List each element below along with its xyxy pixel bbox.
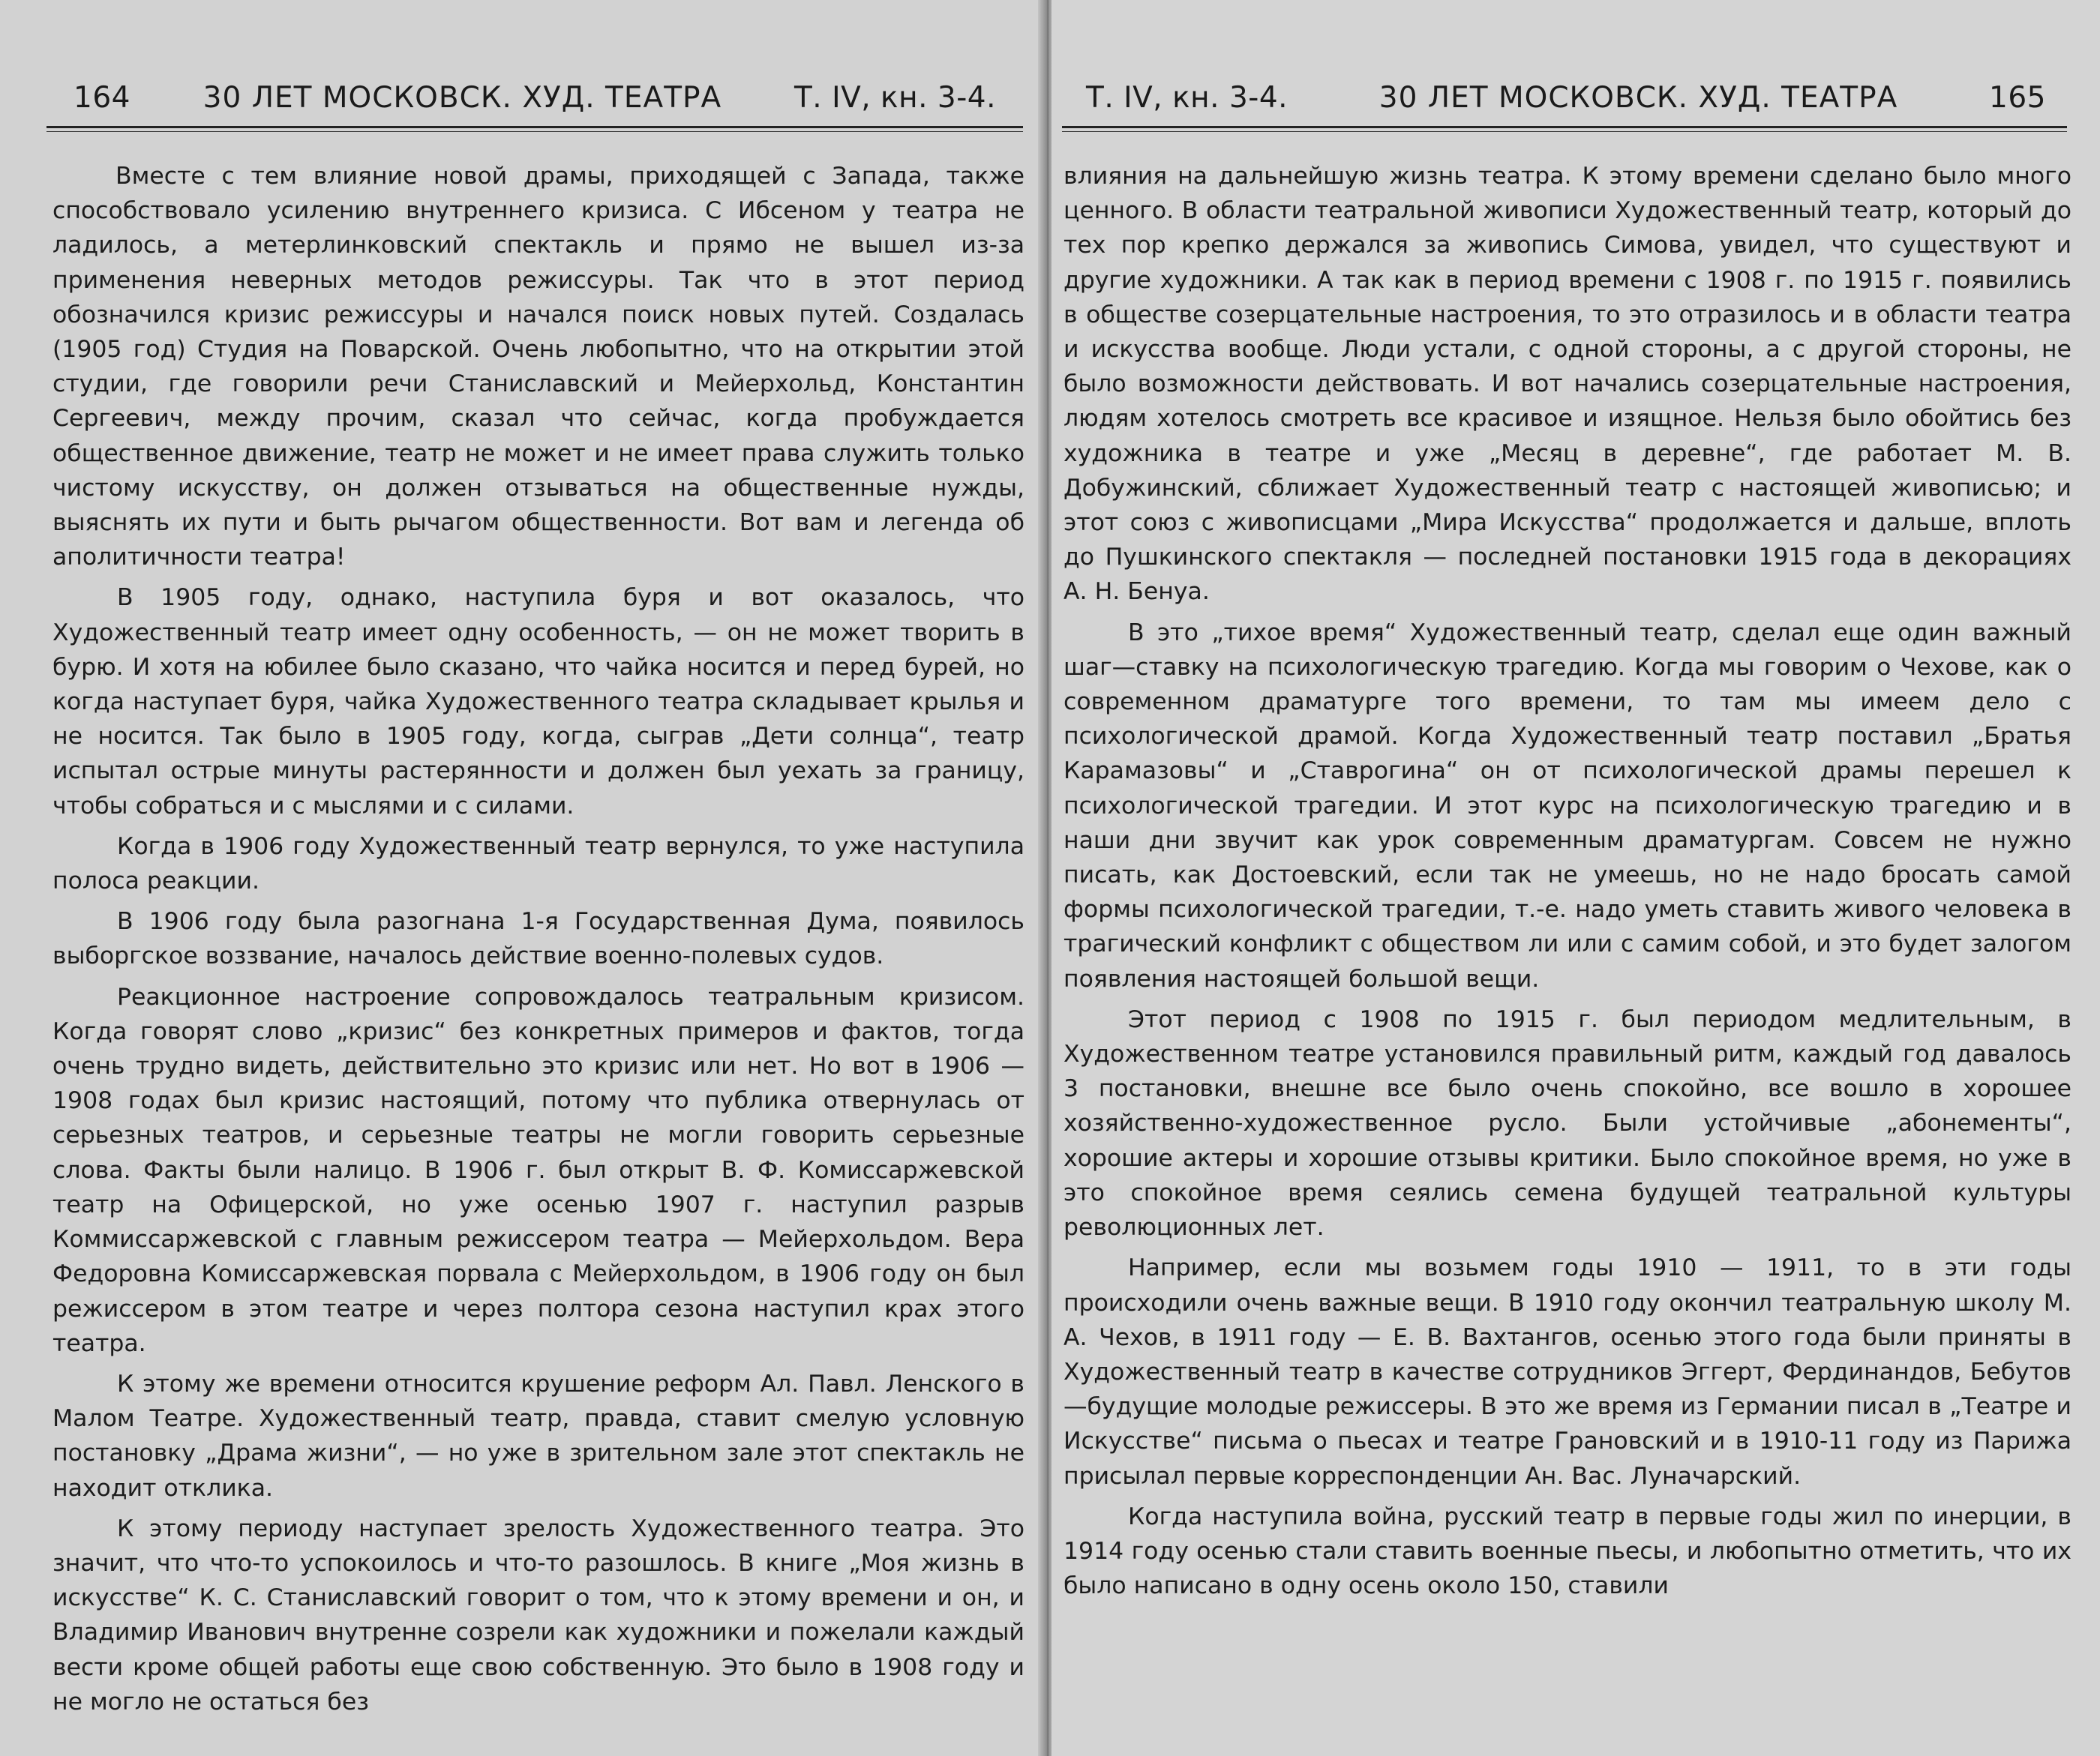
- left-running-head: [74, 81, 996, 120]
- right-running-title: 30 ЛЕТ МОСКОВСК. ХУД. ТЕАТРА: [1378, 81, 1898, 115]
- right-page: [1052, 0, 2100, 1756]
- right-volume: Т. IV, кн. 3-4.: [1086, 81, 1288, 115]
- left-paragraph: Реакционное настроение сопровождалось театральным кризисом. Когда говорят слово „кризис“ без конкретных примеров и фактов, тогда очень трудно видеть, действительно это кризис или нет. Но вот в 1906 — 1908 годах был кризис настоящий, потому что публика отвернулась от серьезных театров, и серьезные театры не могли говорить серьезные слова. Факты были налицо. В 1906 г. был открыт В. Ф. Комиссаржевской театр на Офицерской, но уже осенью 1907 г. наступил разрыв Коммиссаржевской с главным режиссером театра — Мейерхольдом. Вера Федоровна Комиссаржевская порвала с Мейерхольдом, в 1906 году он был режиссером в этом театре и через полтора сезона наступил крах этого театра.: [52, 983, 1024, 1357]
- left-paragraph: Когда в 1906 году Художественный театр вернулся, то уже наступила полоса реакции.: [52, 832, 1024, 895]
- left-paragraph: В 1905 году, однако, наступила буря и вот оказалось, что Художественный театр имеет одну особенность, — он не может творить в бурю. И хотя на юбилее было сказано, что чайка носится и перед бурей, но когда наступает буря, чайка Художественного театра складывает крылья и не носится. Так было в 1905 году, когда, сыграв „Дети солнца“, театр испытал острые минуты растерянности и должен был уехать за границу, чтобы собраться и с мыслями и с силами.: [52, 584, 1024, 820]
- right-page-number: 165: [1989, 81, 2046, 115]
- right-paragraph: В это „тихое время“ Художественный театр, сделал еще один важный шаг—ставку на психологическую трагедию. Когда мы говорим о Чехове, как о современном драматурге того времени, то там мы имеем дело с психологической драмой. Когда Художественный театр поставил „Братья Карамазовы“ и „Ставрогина“ он от психологической драмы перешел к психологической трагедии. И этот курс на психологическую трагедию и в наши дни звучит как урок современным драматургам. Совсем не нужно писать, как Достоевский, если так не умеешь, но не надо бросать самой формы психологической трагедии, т.-е. надо уметь ставить живого человека в трагический конфликт с обществом ли или с самим собой, и это будет залогом появления настоящей большой вещи.: [1064, 619, 2072, 993]
- left-paragraph: В 1906 году была разогнана 1-я Государственная Дума, появилось выборгское воззвание, началось действие военно-полевых судов.: [52, 908, 1024, 970]
- left-body-text: [52, 159, 1024, 1725]
- right-paragraph: Когда наступила война, русский театр в первые годы жил по инерции, в 1914 году осенью стали ставить военные пьесы, и любопытно отметить, что их было написано в одну осень около 150, ставили: [1064, 1503, 2072, 1600]
- left-paragraph: Вместе с тем влияние новой драмы, приходящей с Запада, также способствовало усилению внутреннего кризиса. С Ибсеном у театра не ладилось, а метерлинковский спектакль и прямо не вышел из-за применения неверных методов режиссуры. Так что в этот период обозначился кризис режиссуры и начался поиск новых путей. Создалась (1905 год) Студия на Поварской. Очень любопытно, что на открытии этой студии, где говорили речи Станиславский и Мейерхольд, Константин Сергеевич, между прочим, сказал что сейчас, когда пробуждается общественное движение, театр не может и не имеет права служить только чистому искусству, он должен отзываться на общественные нужды, выяснять их пути и быть рычагом общественности. Вот вам и легенда об аполитичности театра!: [52, 163, 1024, 571]
- right-paragraph: Например, если мы возьмем годы 1910 — 1911, то в эти годы происходили очень важные вещи. В 1910 году окончил театральную школу М. А. Чехов, в 1911 году — Е. В. Вахтангов, осенью этого года были приняты в Художественный театр в качестве сотрудников Эггерт, Фердинандов, Бебутов—будущие молодые режиссеры. В это же время из Германии писал в „Театре и Искусстве“ письма о пьесах и театре Грановский и в 1910-11 году из Парижа присылал первые корреспонденции Ан. Вас. Луначарский.: [1064, 1254, 2072, 1490]
- left-header-rule: [46, 126, 1023, 132]
- left-page: [0, 0, 1042, 1756]
- right-running-head: [1086, 81, 2046, 120]
- left-volume: Т. IV, кн. 3-4.: [794, 81, 996, 115]
- right-paragraph: влияния на дальнейшую жизнь театра. К этому времени сделано было много ценного. В области театральной живописи Художественный театр, который до тех пор крепко держался за живопись Симова, увидел, что существуют и другие художники. А так как в период времени с 1908 г. по 1915 г. появились в обществе созерцательные настроения, то это отразилось и в области театра и искусства вообще. Люди устали, с одной стороны, а с другой стороны, не было возможности действовать. И вот начались созерцательные настроения, людям хотелось смотреть все красивое и изящное. Нельзя было обойтись без художника в театре и уже „Месяц в деревне“, где работает М. В. Добужинский, сближает Художественный театр с настоящей живописью; и этот союз с живописцами „Мира Искусства“ продолжается и дальше, вплоть до Пушкинского спектакля — последней постановки 1915 года в декорациях А. Н. Бенуа.: [1064, 163, 2072, 606]
- left-page-number: 164: [74, 81, 130, 115]
- left-paragraph: К этому же времени относится крушение реформ Ал. Павл. Ленского в Малом Театре. Художественный театр, правда, ставит смелую условную постановку „Драма жизни“, — но уже в зрительном зале этот спектакль не находит отклика.: [52, 1370, 1024, 1502]
- left-running-title: 30 ЛЕТ МОСКОВСК. ХУД. ТЕАТРА: [202, 81, 722, 115]
- right-header-rule: [1062, 126, 2067, 132]
- right-paragraph: Этот период с 1908 по 1915 г. был периодом медлительным, в Художественном театре установился правильный ритм, каждый год давалось 3 постановки, внешне все было очень спокойно, все вошло в хорошее хозяйственно-художественное русло. Были устойчивые „абонементы“, хорошие актеры и хорошие отзывы критики. Было спокойное время, но уже в это спокойное время сеялись семена будущей театральной культуры революционных лет.: [1064, 1005, 2072, 1242]
- left-paragraph: К этому периоду наступает зрелость Художественного театра. Это значит, что что-то успокоилось и что-то разошлось. В книге „Моя жизнь в искусстве“ К. С. Станиславский говорит о том, что к этому времени и он, и Владимир Иванович внутренне созрели как художники и пожелали каждый вести кроме общей работы еще свою собственную. Это было в 1908 году и не могло не остаться без: [52, 1515, 1024, 1716]
- right-body-text: [1064, 159, 2072, 1609]
